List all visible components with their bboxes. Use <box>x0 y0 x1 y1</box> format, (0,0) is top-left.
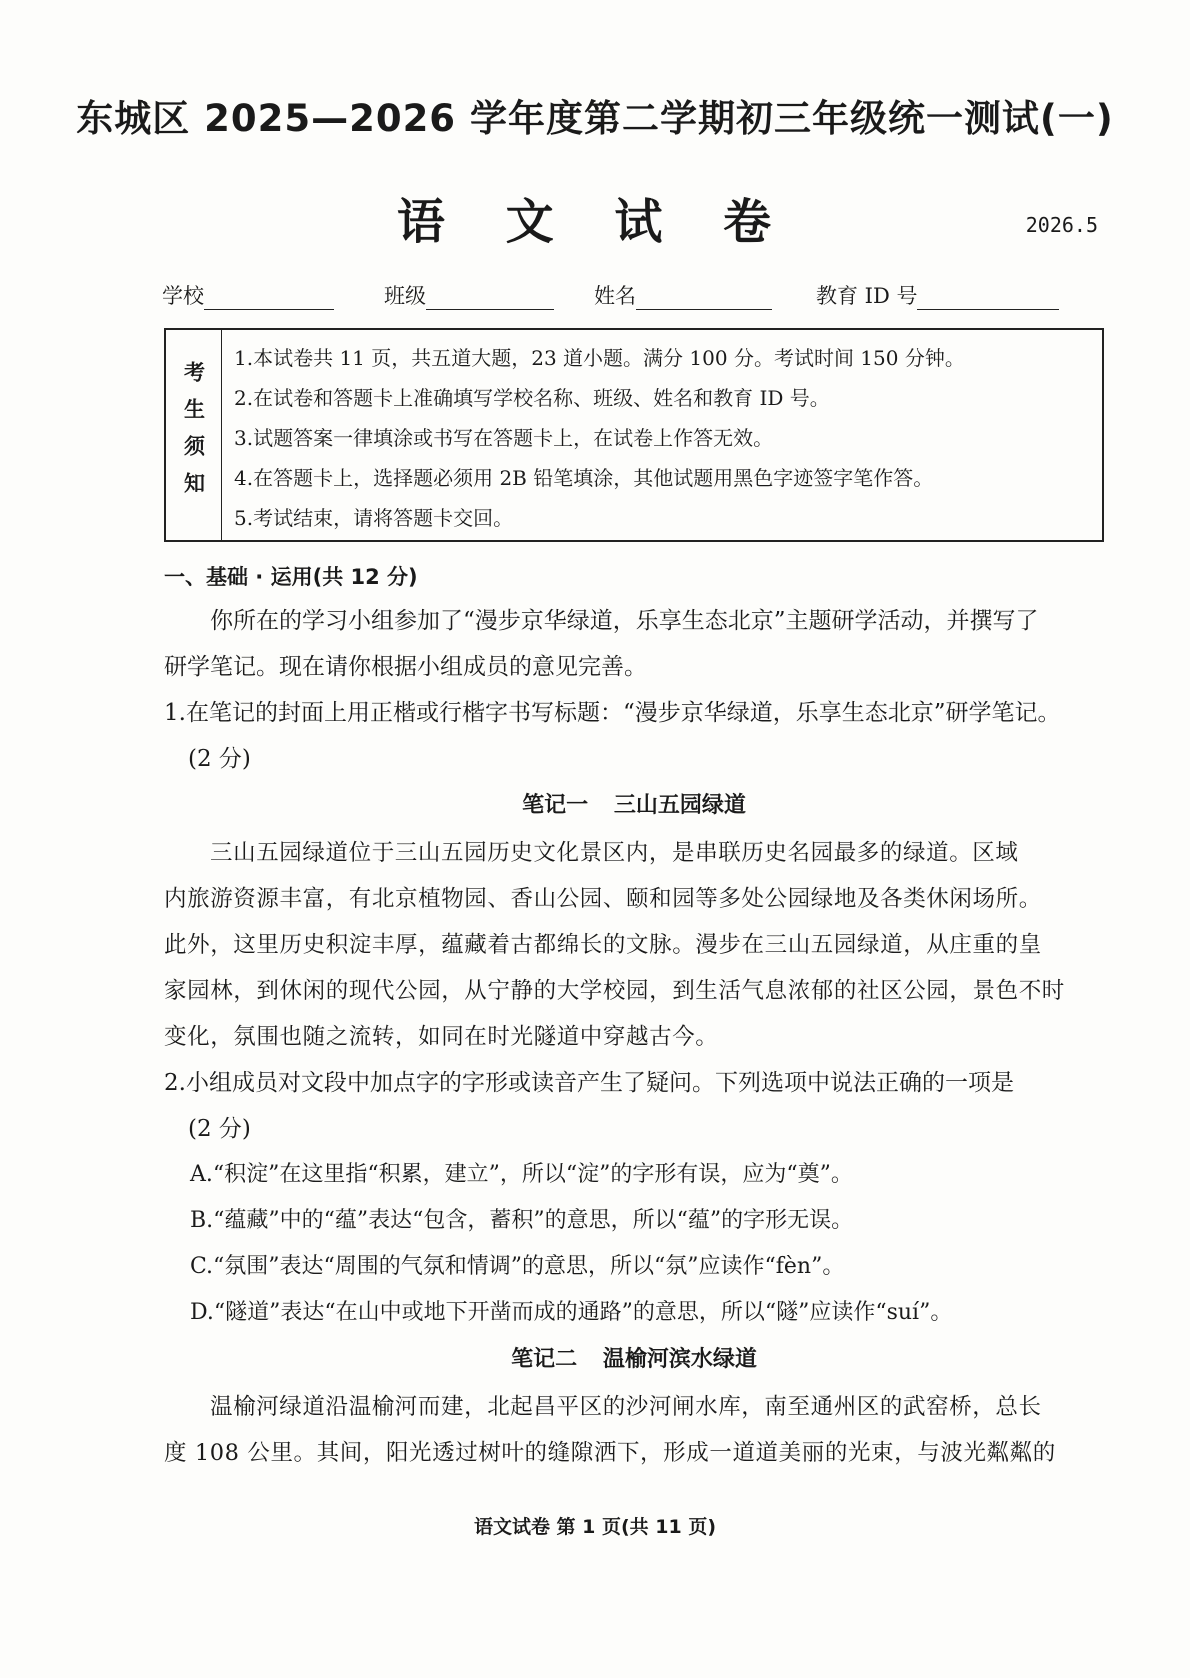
question-2: 2.小组成员对文段中加点字的字形或读音产生了疑问。下列选项中说法正确的一项是 <box>164 1070 1014 1096</box>
note-2-line: 温榆河绿道沿温榆河而建，北起昌平区的沙河闸水库，南至通州区的武窑桥，总长 <box>210 1394 1042 1420</box>
class-blank[interactable] <box>426 283 554 310</box>
name-field[interactable] <box>594 280 772 310</box>
notice-item: 3.试题答案一律填涂或书写在答题卡上，在试卷上作答无效。 <box>234 426 774 450</box>
page-footer: 语文试卷 第 1 页(共 11 页) <box>473 1516 717 1538</box>
intro-line: 研学笔记。现在请你根据小组成员的意见完善。 <box>164 654 647 680</box>
note-1-line: 内旅游资源丰富，有北京植物园、香山公园、颐和园等多处公园绿地及各类休闲场所。 <box>164 886 1042 912</box>
name-blank[interactable] <box>636 283 772 310</box>
education-id-label: 教育 ID 号 <box>816 284 918 308</box>
notice-heading: 考生须知 <box>181 361 206 509</box>
name-label: 姓名 <box>594 284 636 308</box>
note-1-line: 家园林，到休闲的现代公园，从宁静的大学校园，到生活气息浓郁的社区公园，景色不时 <box>164 978 1065 1004</box>
school-blank[interactable] <box>204 283 334 310</box>
question-2-score: (2 分) <box>188 1116 251 1142</box>
education-id-field[interactable] <box>816 280 1059 310</box>
option-d[interactable]: D.“隧道”表达“在山中或地下开凿而成的通路”的意思，所以“隧”应读作“suí”。 <box>190 1300 953 1325</box>
school-field[interactable] <box>162 280 334 310</box>
section-title: 一、基础 · 运用(共 12 分) <box>164 565 418 589</box>
note-2-line: 度 108 公里。其间，阳光透过树叶的缝隙洒下，形成一道道美丽的光束，与波光粼粼的 <box>164 1440 1056 1466</box>
school-label: 学校 <box>162 284 204 308</box>
education-id-blank[interactable] <box>917 283 1059 310</box>
notice-list <box>234 338 1092 538</box>
class-label: 班级 <box>384 284 426 308</box>
notice-item: 4.在答题卡上，选择题必须用 2B 铅笔填涂，其他试题用黑色字迹签字笔作答。 <box>234 466 934 490</box>
notice-item: 5.考试结束，请将答题卡交回。 <box>234 506 514 530</box>
option-c[interactable]: C.“氛围”表达“周围的气氛和情调”的意思，所以“氛”应读作“fèn”。 <box>190 1254 845 1279</box>
notice-item: 2.在试卷和答题卡上准确填写学校名称、班级、姓名和教育 ID 号。 <box>234 386 830 410</box>
exam-notice-box <box>164 328 1104 542</box>
exam-title: 东城区 2025—2026 学年度第二学期初三年级统一测试(一) <box>76 97 1114 140</box>
notice-heading-cell <box>166 330 222 540</box>
note-1-line: 此外，这里历史积淀丰厚，蕴藏着古都绵长的文脉。漫步在三山五园绿道，从庄重的皇 <box>164 932 1042 958</box>
notice-item: 1.本试卷共 11 页，共五道大题，23 道小题。满分 100 分。考试时间 150 分钟。 <box>234 346 965 370</box>
student-info-fields <box>162 280 1102 314</box>
intro-line: 你所在的学习小组参加了“漫步京华绿道，乐享生态北京”主题研学活动，并撰写了 <box>210 608 1039 634</box>
question-1-score: (2 分) <box>188 746 251 772</box>
exam-content <box>164 556 1104 1476</box>
option-a[interactable]: A.“积淀”在这里指“积累，建立”，所以“淀”的字形有误，应为“奠”。 <box>190 1162 853 1187</box>
note-1-line: 变化，氛围也随之流转，如同在时光隧道中穿越古今。 <box>164 1024 719 1050</box>
note-2-title: 笔记二 温榆河滨水绿道 <box>511 1347 757 1372</box>
note-1-line: 三山五园绿道位于三山五园历史文化景区内，是串联历史名园最多的绿道。区域 <box>210 840 1019 866</box>
class-field[interactable] <box>384 280 554 310</box>
note-1-title: 笔记一 三山五园绿道 <box>522 793 746 818</box>
question-1: 1.在笔记的封面上用正楷或行楷字书写标题：“漫步京华绿道，乐享生态北京”研学笔记。 <box>164 700 1061 726</box>
paper-subtitle: 语 文 试 卷 <box>396 194 794 250</box>
exam-date: 2026.5 <box>1025 213 1098 237</box>
option-b[interactable]: B.“蕴藏”中的“蕴”表达“包含，蓄积”的意思，所以“蕴”的字形无误。 <box>190 1208 854 1233</box>
